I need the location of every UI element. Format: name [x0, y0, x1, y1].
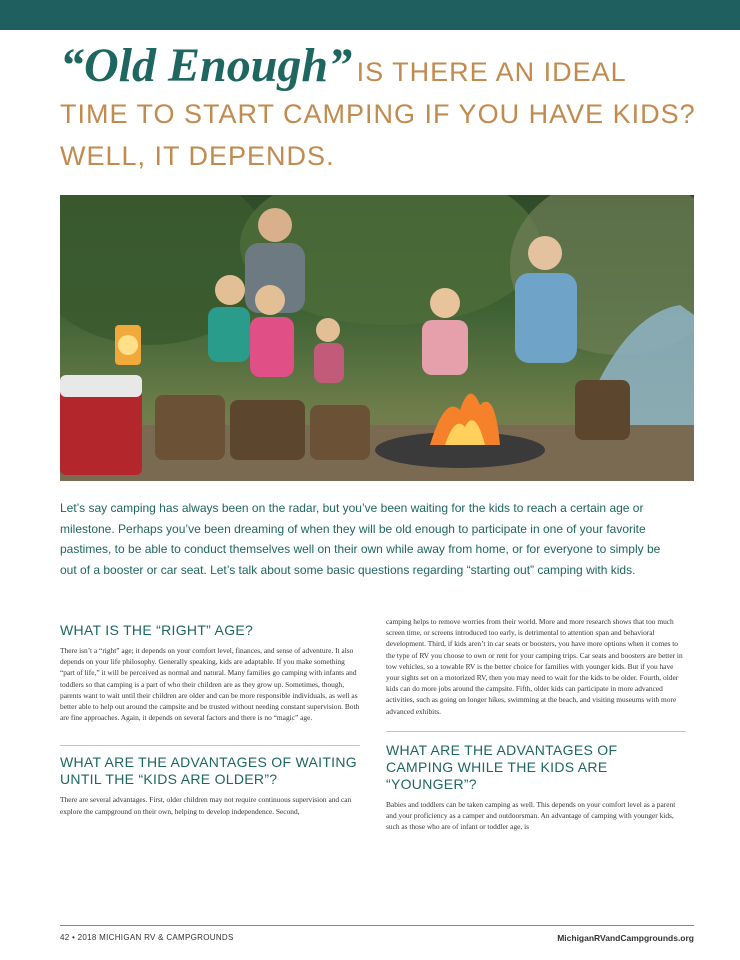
section-body-waiting: There are several advantages. First, older children may not require continuous supervision and can explore the campground on their own, helping to develop independence. Second, — [60, 795, 352, 816]
section-body-continued: camping helps to remove worries from their world. More and more research shows that too much screen time, or screens introduced too early, is detrimental to attention span and behavioral development. Third, if kids aren’t in car seats or boosters, you have more options when it comes to the type of RV you choose to own or rent for your camping trips. Car seats and boosters are better in tow vehicles, so a towable RV is the better choice for families with younger kids. But if you have your sights set on a motorized RV, then you may need to wait for the kids to be older. Fourth, older kids can do more jobs around the campsite. Fifth, older kids can participate in more advanced activities, such as going on longer hikes, swimming at the beach, and visiting museums with more advanced exhibits. — [386, 617, 683, 716]
top-banner-bar — [0, 0, 740, 30]
family-campfire-photo — [60, 195, 694, 481]
right-column — [386, 616, 686, 832]
footer-divider — [60, 925, 694, 926]
left-column — [60, 622, 360, 817]
page-footer — [60, 930, 694, 946]
section-body-younger: Babies and toddlers can be taken camping as well. This depends on your comfort level as a parent and your proficiency as a camper and outdoorsman. An advantage of camping with younger kids, such as those who are of infant or toddler age, is — [386, 799, 676, 832]
headline-script-title: “Old Enough” — [60, 39, 353, 92]
intro-paragraph: Let’s say camping has always been on the radar, but you’ve been waiting for the kids to reach a certain age or milestone. Perhaps you’ve been dreaming of when they will be old enough to participate in one of your favorite pastimes, to be able to conduct themselves well on their own while away from home, or for everyone to simply be out of a booster or car seat. Let’s talk about some basic questions regarding “starting out” camping with kids. — [60, 501, 661, 577]
article-headline — [60, 39, 700, 177]
footer-page-info: 42 • 2018 MICHIGAN RV & CAMPGROUNDS — [60, 933, 234, 942]
section-heading-waiting: WHAT ARE THE ADVANTAGES OF WAITING UNTIL THE “KIDS ARE OLDER”? — [60, 754, 357, 788]
section-heading-right-age: WHAT IS THE “RIGHT” AGE? — [60, 622, 254, 638]
footer-website-link[interactable]: MichiganRVandCampgrounds.org — [557, 933, 694, 943]
photo-illustration — [60, 195, 694, 481]
section-heading-younger: WHAT ARE THE ADVANTAGES OF CAMPING WHILE THE KIDS ARE “YOUNGER”? — [386, 741, 618, 792]
headline-caps-text: IS THERE AN IDEAL TIME TO START CAMPING IF YOU HAVE KIDS? WELL, IT DEPENDS. — [60, 57, 696, 171]
section-body-right-age: There isn’t a “right” age; it depends on your comfort level, finances, and sense of adventure. It also depends on your life philosophy. Generally speaking, kids are adaptable. If you make something “part of life,” it will be perceived as normal and natural. Many families go camping with infants and toddlers so that camping is a part of who their children are as they grow up. Sometimes, though, parents want to wait until their children are older and can be more responsible individuals, as well as better able to help out around the campsite and be trusted without needing constant supervision. Both are fine approaches. Again, it depends on several factors and there is no “magic” age. — [60, 646, 360, 723]
